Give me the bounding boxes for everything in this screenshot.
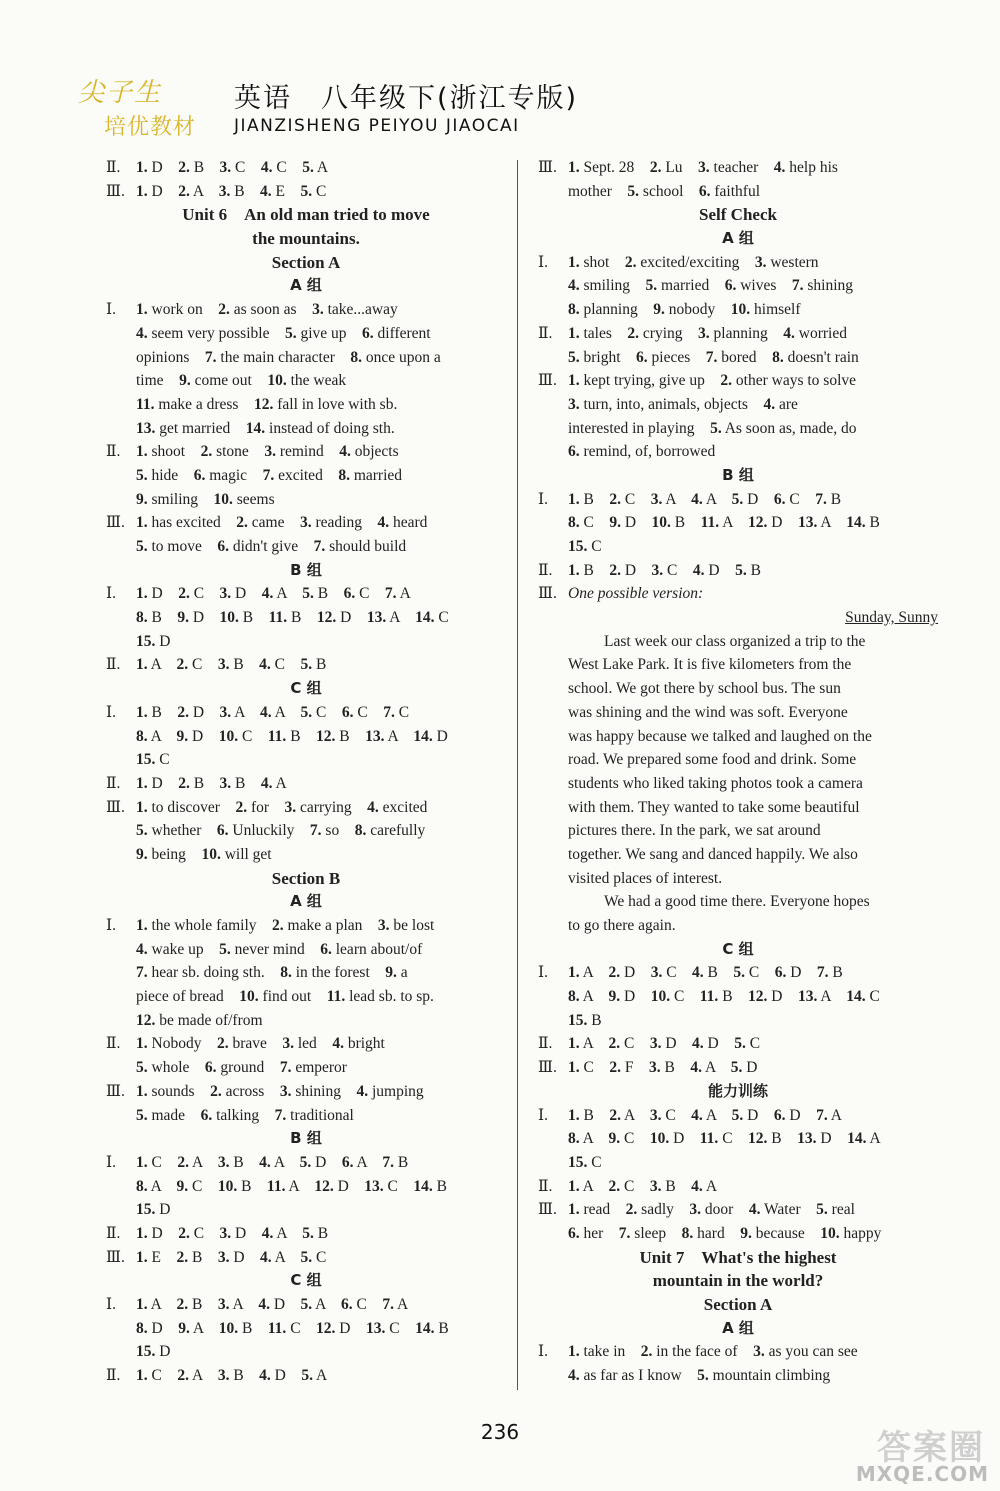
answer-line <box>106 796 506 820</box>
answer-text: West Lake Park. It is five kilometers from the <box>568 656 852 674</box>
group-heading: B 组 <box>290 1129 322 1148</box>
answer-text: 1. B 2. C 3. A 4. A 5. D 6. C 7. B <box>568 490 842 508</box>
question-part-marker: Ⅱ. <box>106 443 121 461</box>
answer-line <box>106 1104 506 1128</box>
section-heading: Unit 7 What's the highest <box>639 1247 837 1267</box>
answer-text: 7. hear sb. doing sth. 8. in the forest 9. a <box>136 964 408 982</box>
answer-text: 3. turn, into, animals, objects 4. are <box>568 395 798 413</box>
answer-text: 1. C 2. A 3. B 4. A 5. D 6. A 7. B <box>136 1153 409 1171</box>
answer-line <box>538 369 938 393</box>
answer-line <box>106 417 506 441</box>
answer-line <box>538 1056 938 1080</box>
answer-text: 6. remind, of, borrowed <box>568 443 716 461</box>
answer-text: piece of bread 10. find out 11. lead sb. to sp. <box>136 988 434 1006</box>
answer-line <box>538 511 938 535</box>
answer-line <box>538 322 938 346</box>
answer-line <box>538 1127 938 1151</box>
answer-line <box>538 630 938 654</box>
answer-text: road. We prepared some food and drink. Some <box>568 751 857 769</box>
section-heading: Section A <box>703 1295 773 1314</box>
answer-line <box>106 772 506 796</box>
answer-text: 6. her 7. sleep 8. hard 9. because 10. happy <box>568 1224 882 1242</box>
question-part-marker: Ⅰ. <box>538 964 548 982</box>
question-part-marker: Ⅱ. <box>106 1035 121 1053</box>
answer-line <box>538 1009 938 1033</box>
answer-line <box>106 488 506 512</box>
group-heading: A 组 <box>722 1318 754 1337</box>
answer-text: 1. take in 2. in the face of 3. as you can see <box>568 1343 858 1361</box>
answer-text: 1. Nobody 2. brave 3. led 4. bright <box>136 1035 385 1053</box>
answer-line <box>106 1293 506 1317</box>
answer-text: was happy because we talked and laughed on the <box>568 727 872 745</box>
answer-text: 4. as far as I know 5. mountain climbing <box>568 1367 831 1385</box>
group-heading: C 组 <box>290 679 322 698</box>
answer-line <box>538 914 938 938</box>
answer-line <box>106 1317 506 1341</box>
question-part-marker: Ⅰ. <box>106 1296 116 1313</box>
question-part-marker: Ⅰ. <box>538 490 548 508</box>
answer-line <box>538 535 938 559</box>
answer-line <box>538 559 938 583</box>
answer-line <box>538 1198 938 1222</box>
answer-line <box>106 1246 506 1270</box>
question-part-marker: Ⅱ. <box>106 1367 121 1385</box>
answer-text: 8. A 9. C 10. D 11. C 12. B 13. D 14. A <box>568 1130 881 1148</box>
question-part-marker: Ⅱ. <box>538 324 553 342</box>
answer-line <box>106 1364 506 1388</box>
answer-line <box>538 796 938 820</box>
book-pinyin: JIANZISHENG PEIYOU JIAOCAI <box>234 116 520 136</box>
answer-line <box>106 701 506 725</box>
answer-text: 8. A 9. D 10. C 11. B 12. B 13. A 14. D <box>136 727 448 745</box>
answer-text: 1. A 2. B 3. A 4. D 5. A 6. C 7. A <box>136 1296 409 1313</box>
answer-text: 5. hide 6. magic 7. excited 8. married <box>136 466 403 484</box>
answer-line <box>538 488 938 512</box>
answer-text: with them. They wanted to take some beautiful <box>568 798 860 816</box>
publisher-logo <box>72 70 222 140</box>
question-part-marker: Ⅲ. <box>106 798 125 816</box>
answer-text: 1. A 2. C 3. B 4. A <box>568 1177 718 1195</box>
answer-text: 15. D <box>136 632 171 650</box>
answer-text: 1. D 2. A 3. B 4. E 5. C <box>136 182 327 200</box>
answer-line <box>106 653 506 677</box>
question-part-marker: Ⅰ. <box>106 301 116 319</box>
section-heading: Section A <box>271 252 341 272</box>
section-heading: Unit 6 An old man tried to move <box>182 205 430 225</box>
answer-line <box>106 464 506 488</box>
watermark-logo <box>810 1420 995 1490</box>
question-part-marker: Ⅲ. <box>538 372 557 390</box>
answer-text: 1. has excited 2. came 3. reading 4. heard <box>136 514 428 532</box>
group-heading: C 组 <box>722 939 754 958</box>
answer-text: 1. sounds 2. across 3. shining 4. jumping <box>136 1082 424 1100</box>
answer-line <box>538 843 938 867</box>
answer-line <box>538 1151 938 1175</box>
answer-line <box>538 298 938 322</box>
question-part-marker: Ⅰ. <box>538 1106 548 1124</box>
answer-line <box>106 369 506 393</box>
answer-line <box>538 748 938 772</box>
question-part-marker: Ⅰ. <box>106 917 116 934</box>
group-heading: A 组 <box>290 276 322 295</box>
answer-line <box>538 867 938 891</box>
answer-line <box>538 701 938 725</box>
answer-text: 9. smiling 10. seems <box>136 490 275 508</box>
answer-line <box>538 251 938 275</box>
question-part-marker: Ⅱ. <box>538 1035 553 1053</box>
answer-text: students who liked taking photos took a camera <box>568 774 863 792</box>
answer-text: Last week our class organized a trip to the <box>604 632 866 650</box>
answer-text: 4. seem very possible 5. give up 6. different <box>136 324 431 342</box>
answer-line <box>538 417 938 441</box>
answer-line <box>538 346 938 370</box>
answer-text: 9. being 10. will get <box>136 845 272 863</box>
section-heading: mountain in the world? <box>652 1271 824 1291</box>
answer-text: 1. B 2. D 3. C 4. D 5. B <box>568 561 761 579</box>
group-heading: B 组 <box>290 560 322 579</box>
answer-line <box>106 322 506 346</box>
answer-line <box>106 1032 506 1056</box>
question-part-marker: Ⅲ. <box>106 1248 125 1266</box>
answer-text: school. We got there by school bus. The sun <box>568 680 841 698</box>
question-part-marker: Ⅰ. <box>106 1153 116 1171</box>
answer-line <box>106 1151 506 1175</box>
answer-text: 15. D <box>136 1343 171 1361</box>
question-part-marker: Ⅲ. <box>106 1082 125 1100</box>
answer-text: 1. A 2. D 3. C 4. B 5. C 6. D 7. B <box>568 964 843 982</box>
answer-line <box>106 440 506 464</box>
answer-line <box>538 582 938 606</box>
answer-line <box>106 298 506 322</box>
answer-text: 4. smiling 5. married 6. wives 7. shining <box>568 277 854 295</box>
answer-line <box>538 440 938 464</box>
question-part-marker: Ⅱ. <box>106 774 121 792</box>
answer-text: 5. whole 6. ground 7. emperor <box>136 1059 347 1077</box>
answer-text: 1. tales 2. crying 3. planning 4. worried <box>568 324 847 342</box>
answer-line <box>106 725 506 749</box>
answer-line <box>538 1175 938 1199</box>
right-column <box>538 156 938 1388</box>
answer-text: 1. D 2. B 3. B 4. A <box>136 774 287 792</box>
answer-text: 5. made 6. talking 7. traditional <box>136 1106 354 1124</box>
section-heading: the mountains. <box>252 229 360 249</box>
answer-line <box>538 1104 938 1128</box>
answer-line <box>106 180 506 204</box>
left-column <box>106 156 506 1388</box>
book-title: 英语 八年级下(浙江专版) <box>234 83 579 114</box>
answer-text: 1. A 2. C 3. B 4. C 5. B <box>136 656 327 674</box>
group-heading: B 组 <box>722 465 754 484</box>
answer-text: 15. C <box>568 538 602 555</box>
answer-text: 15. C <box>136 751 170 769</box>
answer-line <box>106 748 506 772</box>
question-part-marker: Ⅱ. <box>106 159 121 176</box>
answer-line <box>106 1198 506 1222</box>
answer-text: 1. C 2. A 3. B 4. D 5. A <box>136 1367 328 1385</box>
answer-line <box>538 772 938 796</box>
answer-line <box>538 725 938 749</box>
answer-line <box>538 606 938 630</box>
answer-line <box>538 180 938 204</box>
answer-text: 1. A 2. C 3. D 4. D 5. C <box>568 1035 761 1053</box>
column-divider <box>517 160 518 1390</box>
answer-text: We had a good time there. Everyone hopes <box>604 893 870 911</box>
question-part-marker: Ⅲ. <box>538 159 557 176</box>
answer-text: 1. read 2. sadly 3. door 4. Water 5. real <box>568 1201 855 1219</box>
answer-line <box>538 1032 938 1056</box>
answer-text: 8. D 9. A 10. B 11. C 12. D 13. C 14. B <box>136 1319 449 1337</box>
section-heading: Self Check <box>699 205 777 225</box>
answer-line <box>106 985 506 1009</box>
answer-line <box>106 606 506 630</box>
question-part-marker: Ⅱ. <box>106 656 121 674</box>
group-heading: A 组 <box>722 229 754 248</box>
answer-text: 8. planning 9. nobody 10. himself <box>568 301 801 319</box>
answer-text: 1. work on 2. as soon as 3. take...away <box>136 301 398 319</box>
logo-bottom-text: 培优教材 <box>104 115 197 140</box>
question-part-marker: Ⅲ. <box>106 514 125 532</box>
answer-line <box>106 1222 506 1246</box>
answer-line <box>106 914 506 938</box>
answer-line <box>106 1340 506 1364</box>
answer-text: 8. A 9. D 10. C 11. B 12. D 13. A 14. C <box>568 988 880 1006</box>
answer-line <box>106 1009 506 1033</box>
answer-line <box>538 1222 938 1246</box>
answer-line <box>538 274 938 298</box>
answer-text: pictures there. In the park, we sat around <box>568 822 821 840</box>
answer-line <box>106 961 506 985</box>
answer-text: together. We sang and danced happily. We also <box>568 845 858 863</box>
answer-line <box>106 843 506 867</box>
answer-line <box>538 393 938 417</box>
answer-text: 5. bright 6. pieces 7. bored 8. doesn't rain <box>568 348 859 366</box>
answer-line <box>106 582 506 606</box>
answer-text: 13. get married 14. instead of doing sth. <box>136 419 395 437</box>
question-part-marker: Ⅱ. <box>538 1177 553 1195</box>
answer-line <box>106 819 506 843</box>
answer-text: 1. Sept. 28 2. Lu 3. teacher 4. help his <box>568 159 838 176</box>
answer-text: 8. C 9. D 10. B 11. A 12. D 13. A 14. B <box>568 514 880 532</box>
answer-text: interested in playing 5. As soon as, made, do <box>568 419 857 437</box>
question-part-marker: Ⅲ. <box>106 182 125 200</box>
question-part-marker: Ⅰ. <box>538 1343 548 1361</box>
question-part-marker: Ⅰ. <box>538 253 548 271</box>
question-part-marker: Ⅲ. <box>538 1201 557 1219</box>
question-part-marker: Ⅱ. <box>538 561 553 579</box>
answer-text: 15. D <box>136 1201 171 1219</box>
watermark-top: 答案圈 <box>877 1428 985 1468</box>
answer-line <box>538 819 938 843</box>
answer-line <box>538 985 938 1009</box>
answer-text: opinions 7. the main character 8. once upon a <box>136 348 441 366</box>
answer-text: 1. shoot 2. stone 3. remind 4. objects <box>136 443 399 461</box>
question-part-marker: Ⅲ. <box>538 585 557 603</box>
answer-line <box>106 393 506 417</box>
answer-line <box>106 938 506 962</box>
answer-text: 1. C 2. F 3. B 4. A 5. D <box>568 1059 758 1077</box>
answer-text: 1. to discover 2. for 3. carrying 4. excited <box>136 798 428 816</box>
answer-line <box>106 1175 506 1199</box>
group-heading: 能力训练 <box>707 1081 768 1100</box>
answer-text: 1. B 2. D 3. A 4. A 5. C 6. C 7. C <box>136 703 410 721</box>
answer-text: mother 5. school 6. faithful <box>568 182 760 200</box>
answer-text: 5. to move 6. didn't give 7. should build <box>136 538 407 555</box>
answer-text: 1. D 2. B 3. C 4. C 5. A <box>136 159 329 176</box>
answer-text: 1. the whole family 2. make a plan 3. be lost <box>136 917 435 934</box>
answer-line <box>538 677 938 701</box>
answer-text: Sunday, Sunny <box>845 609 938 627</box>
answer-line <box>106 630 506 654</box>
answer-text: 15. C <box>568 1153 602 1171</box>
answer-line <box>106 1056 506 1080</box>
answer-text: 5. whether 6. Unluckily 7. so 8. carefully <box>136 822 426 840</box>
answer-text: 1. shot 2. excited/exciting 3. western <box>568 253 819 271</box>
answer-line <box>538 156 938 180</box>
answer-line <box>538 961 938 985</box>
answer-line <box>106 1080 506 1104</box>
question-part-marker: Ⅲ. <box>538 1059 557 1077</box>
answer-text: 8. A 9. C 10. B 11. A 12. D 13. C 14. B <box>136 1177 447 1195</box>
group-heading: C 组 <box>290 1271 322 1290</box>
answer-text: 4. wake up 5. never mind 6. learn about/of <box>136 940 423 958</box>
question-part-marker: Ⅰ. <box>106 703 116 721</box>
answer-line <box>106 535 506 559</box>
answer-text: 1. D 2. C 3. D 4. A 5. B 6. C 7. A <box>136 585 411 603</box>
answer-line <box>106 346 506 370</box>
answer-line <box>106 156 506 180</box>
answer-text: to go there again. <box>568 917 676 934</box>
answer-text: was shining and the wind was soft. Everyone <box>568 703 848 721</box>
answer-text: One possible version: <box>568 585 704 603</box>
answer-text: 1. B 2. A 3. C 4. A 5. D 6. D 7. A <box>568 1106 842 1124</box>
answer-text: 1. E 2. B 3. D 4. A 5. C <box>136 1248 327 1266</box>
answer-line <box>538 890 938 914</box>
answer-text: 12. be made of/from <box>136 1011 263 1029</box>
answer-text: visited places of interest. <box>568 869 723 887</box>
answer-text: time 9. come out 10. the weak <box>136 372 347 390</box>
answer-line <box>106 511 506 535</box>
question-part-marker: Ⅰ. <box>106 585 116 603</box>
page-header <box>72 70 972 140</box>
watermark-bottom: MXQE.COM <box>855 1462 989 1486</box>
question-part-marker: Ⅱ. <box>106 1224 121 1242</box>
answer-text: 8. B 9. D 10. B 11. B 12. D 13. A 14. C <box>136 609 449 627</box>
answer-text: 1. kept trying, give up 2. other ways to solve <box>568 372 857 390</box>
section-heading: Section B <box>271 868 341 888</box>
answer-line <box>538 1340 938 1364</box>
page-number: 236 <box>480 1420 520 1444</box>
answer-text: 1. D 2. C 3. D 4. A 5. B <box>136 1224 329 1242</box>
answer-text: 11. make a dress 12. fall in love with sb. <box>136 395 398 413</box>
answer-line <box>538 653 938 677</box>
group-heading: A 组 <box>290 892 322 911</box>
logo-top-text: 尖子生 <box>78 78 163 108</box>
answer-line <box>538 1364 938 1388</box>
answer-text: 15. B <box>568 1011 602 1029</box>
